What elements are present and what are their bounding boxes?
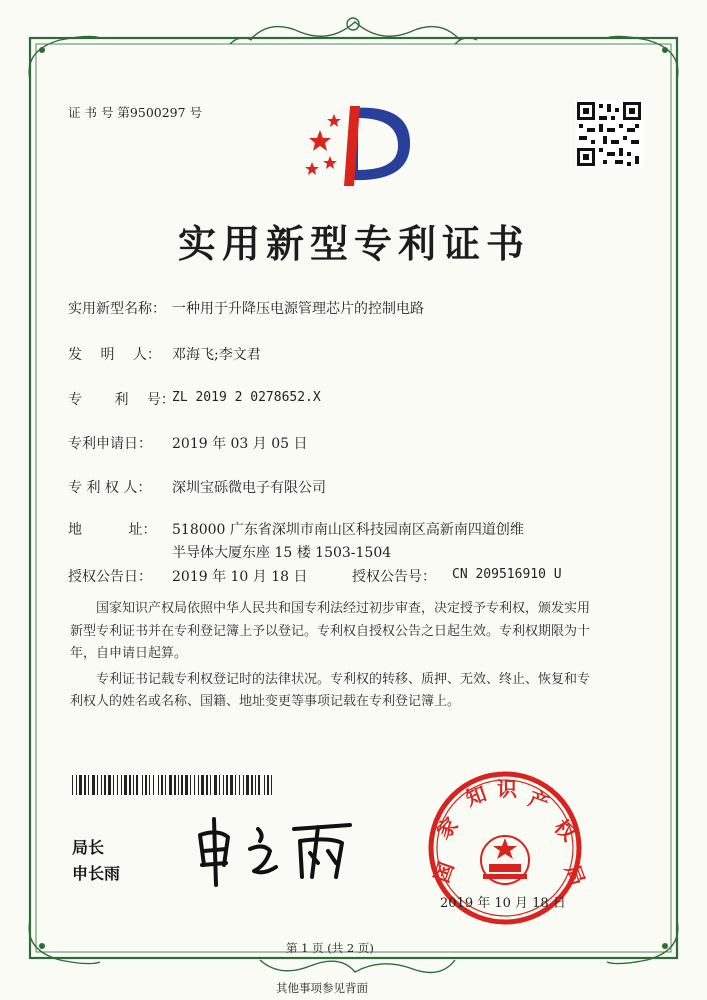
barcode-bar: [239, 775, 240, 795]
barcode-bar: [185, 775, 188, 795]
application-date-label: 专利申请日：: [68, 436, 152, 452]
barcode-bar: [153, 775, 154, 795]
barcode-bar: [88, 775, 89, 795]
utility-model-name-label: 实用新型名称：: [68, 301, 166, 317]
svg-text:权: 权: [549, 814, 581, 846]
cnipa-logo-icon: [300, 100, 415, 190]
para1-line1: 国家知识产权局依照中华人民共和国专利法经过初步审查，决定授予专利权，颁发实用: [96, 601, 591, 616]
barcode-bar: [136, 775, 138, 795]
barcode-bar: [198, 775, 199, 795]
statement-paragraph-2: [70, 669, 640, 714]
barcode-bar: [101, 775, 102, 795]
signatory-name: 申长雨: [72, 864, 121, 883]
barcode-bar: [124, 775, 127, 795]
svg-text:知: 知: [462, 781, 490, 811]
patentee-label: 专 利 权 人：: [68, 480, 152, 496]
barcode-bar: [264, 775, 265, 795]
certificate-statement: [70, 598, 640, 717]
barcode-bar: [223, 775, 224, 795]
barcode-bar: [226, 775, 228, 795]
grant-date-label: 授权公告日：: [68, 569, 152, 585]
barcode-bar: [194, 775, 195, 795]
barcode-bar: [219, 775, 220, 795]
barcode-bar: [92, 775, 95, 795]
grant-date-value: 2019 年 10 月 18 日: [172, 569, 308, 585]
address-line-1: 518000 广东省深圳市南山区科技园南区高新南四道创维: [172, 522, 524, 538]
patent-number-value: ZL 2019 2 0278652.X: [172, 390, 321, 405]
barcode-bar: [235, 775, 236, 795]
barcode-bar: [104, 775, 106, 795]
barcode-bar: [214, 775, 217, 795]
barcode-icon: [72, 775, 272, 795]
para1-line3: 年，自申请日起算。: [70, 646, 188, 661]
barcode-bar: [72, 775, 73, 795]
barcode-bar: [178, 775, 179, 795]
barcode-bar: [129, 775, 131, 795]
handwritten-signature: [190, 815, 365, 890]
barcode-bar: [108, 775, 111, 795]
certificate-number: 证 书 号 第9500297 号: [68, 105, 203, 120]
barcode-bar: [190, 775, 191, 795]
barcode-bar: [121, 775, 122, 795]
footer-note: 其他事项参见背面: [276, 981, 368, 995]
barcode-bar: [255, 775, 256, 795]
barcode-bar: [258, 775, 260, 795]
svg-text:产: 产: [525, 786, 553, 816]
barcode-bar: [181, 775, 183, 795]
barcode-bar: [174, 775, 176, 795]
signatory-title: 局长: [72, 838, 105, 857]
statement-paragraph-1: [70, 598, 640, 666]
barcode-bar: [76, 775, 77, 795]
svg-text:识: 识: [497, 777, 517, 801]
barcode-bar: [97, 775, 98, 795]
svg-text:国: 国: [429, 858, 459, 886]
barcode-bar: [142, 775, 143, 795]
barcode-bar: [158, 775, 159, 795]
grant-number-label: 授权公告号：: [352, 569, 436, 585]
barcode-bar: [201, 775, 204, 795]
barcode-bar: [84, 775, 86, 795]
barcode-bar: [206, 775, 208, 795]
address-line-2: 半导体大厦东座 15 楼 1503-1504: [172, 545, 392, 561]
patent-number-label: 专 利 号：: [68, 392, 175, 408]
seal-date: 2019 年 10 月 18 日: [440, 896, 566, 911]
barcode-bar: [113, 775, 114, 795]
barcode-bar: [271, 775, 272, 795]
grant-number-value: CN 209516910 U: [452, 567, 562, 582]
para2-line2: 利权人的姓名或名称、国籍、地址变更等事项记载在专利登记簿上。: [70, 694, 461, 709]
utility-model-name-value: 一种用于升降压电源管理芯片的控制电路: [172, 301, 424, 317]
barcode-bar: [251, 775, 253, 795]
barcode-bar: [149, 775, 150, 795]
address-label: 地 址：: [68, 522, 157, 538]
para1-line2: 新型专利证书并在专利登记簿上予以登记。专利权自授权公告之日起生效。专利权期限为十: [70, 623, 591, 639]
barcode-bar: [169, 775, 172, 795]
barcode-bar: [165, 775, 166, 795]
barcode-bar: [267, 775, 269, 795]
barcode-bar: [79, 775, 82, 795]
barcode-bar: [210, 775, 211, 795]
barcode-bar: [161, 775, 163, 795]
barcode-bar: [117, 775, 118, 795]
application-date-value: 2019 年 03 月 05 日: [172, 436, 308, 452]
svg-text:家: 家: [431, 812, 463, 844]
inventor-label: 发 明 人：: [68, 347, 161, 363]
certificate-title: 实用新型专利证书: [178, 221, 531, 266]
barcode-bar: [133, 775, 134, 795]
inventor-value: 邓海飞;李文君: [172, 347, 261, 363]
para2-line1: 专利证书记载专利权登记时的法律状况。专利权的转移、质押、无效、终止、恢复和专: [96, 671, 591, 687]
patentee-value: 深圳宝砾微电子有限公司: [172, 480, 326, 496]
barcode-bar: [246, 775, 249, 795]
barcode-bar: [243, 775, 244, 795]
qr-code-icon: [575, 100, 643, 168]
barcode-bar: [230, 775, 233, 795]
page-indicator: 第 1 页 (共 2 页): [286, 941, 374, 955]
svg-text:局: 局: [560, 861, 590, 889]
barcode-bar: [145, 775, 147, 795]
